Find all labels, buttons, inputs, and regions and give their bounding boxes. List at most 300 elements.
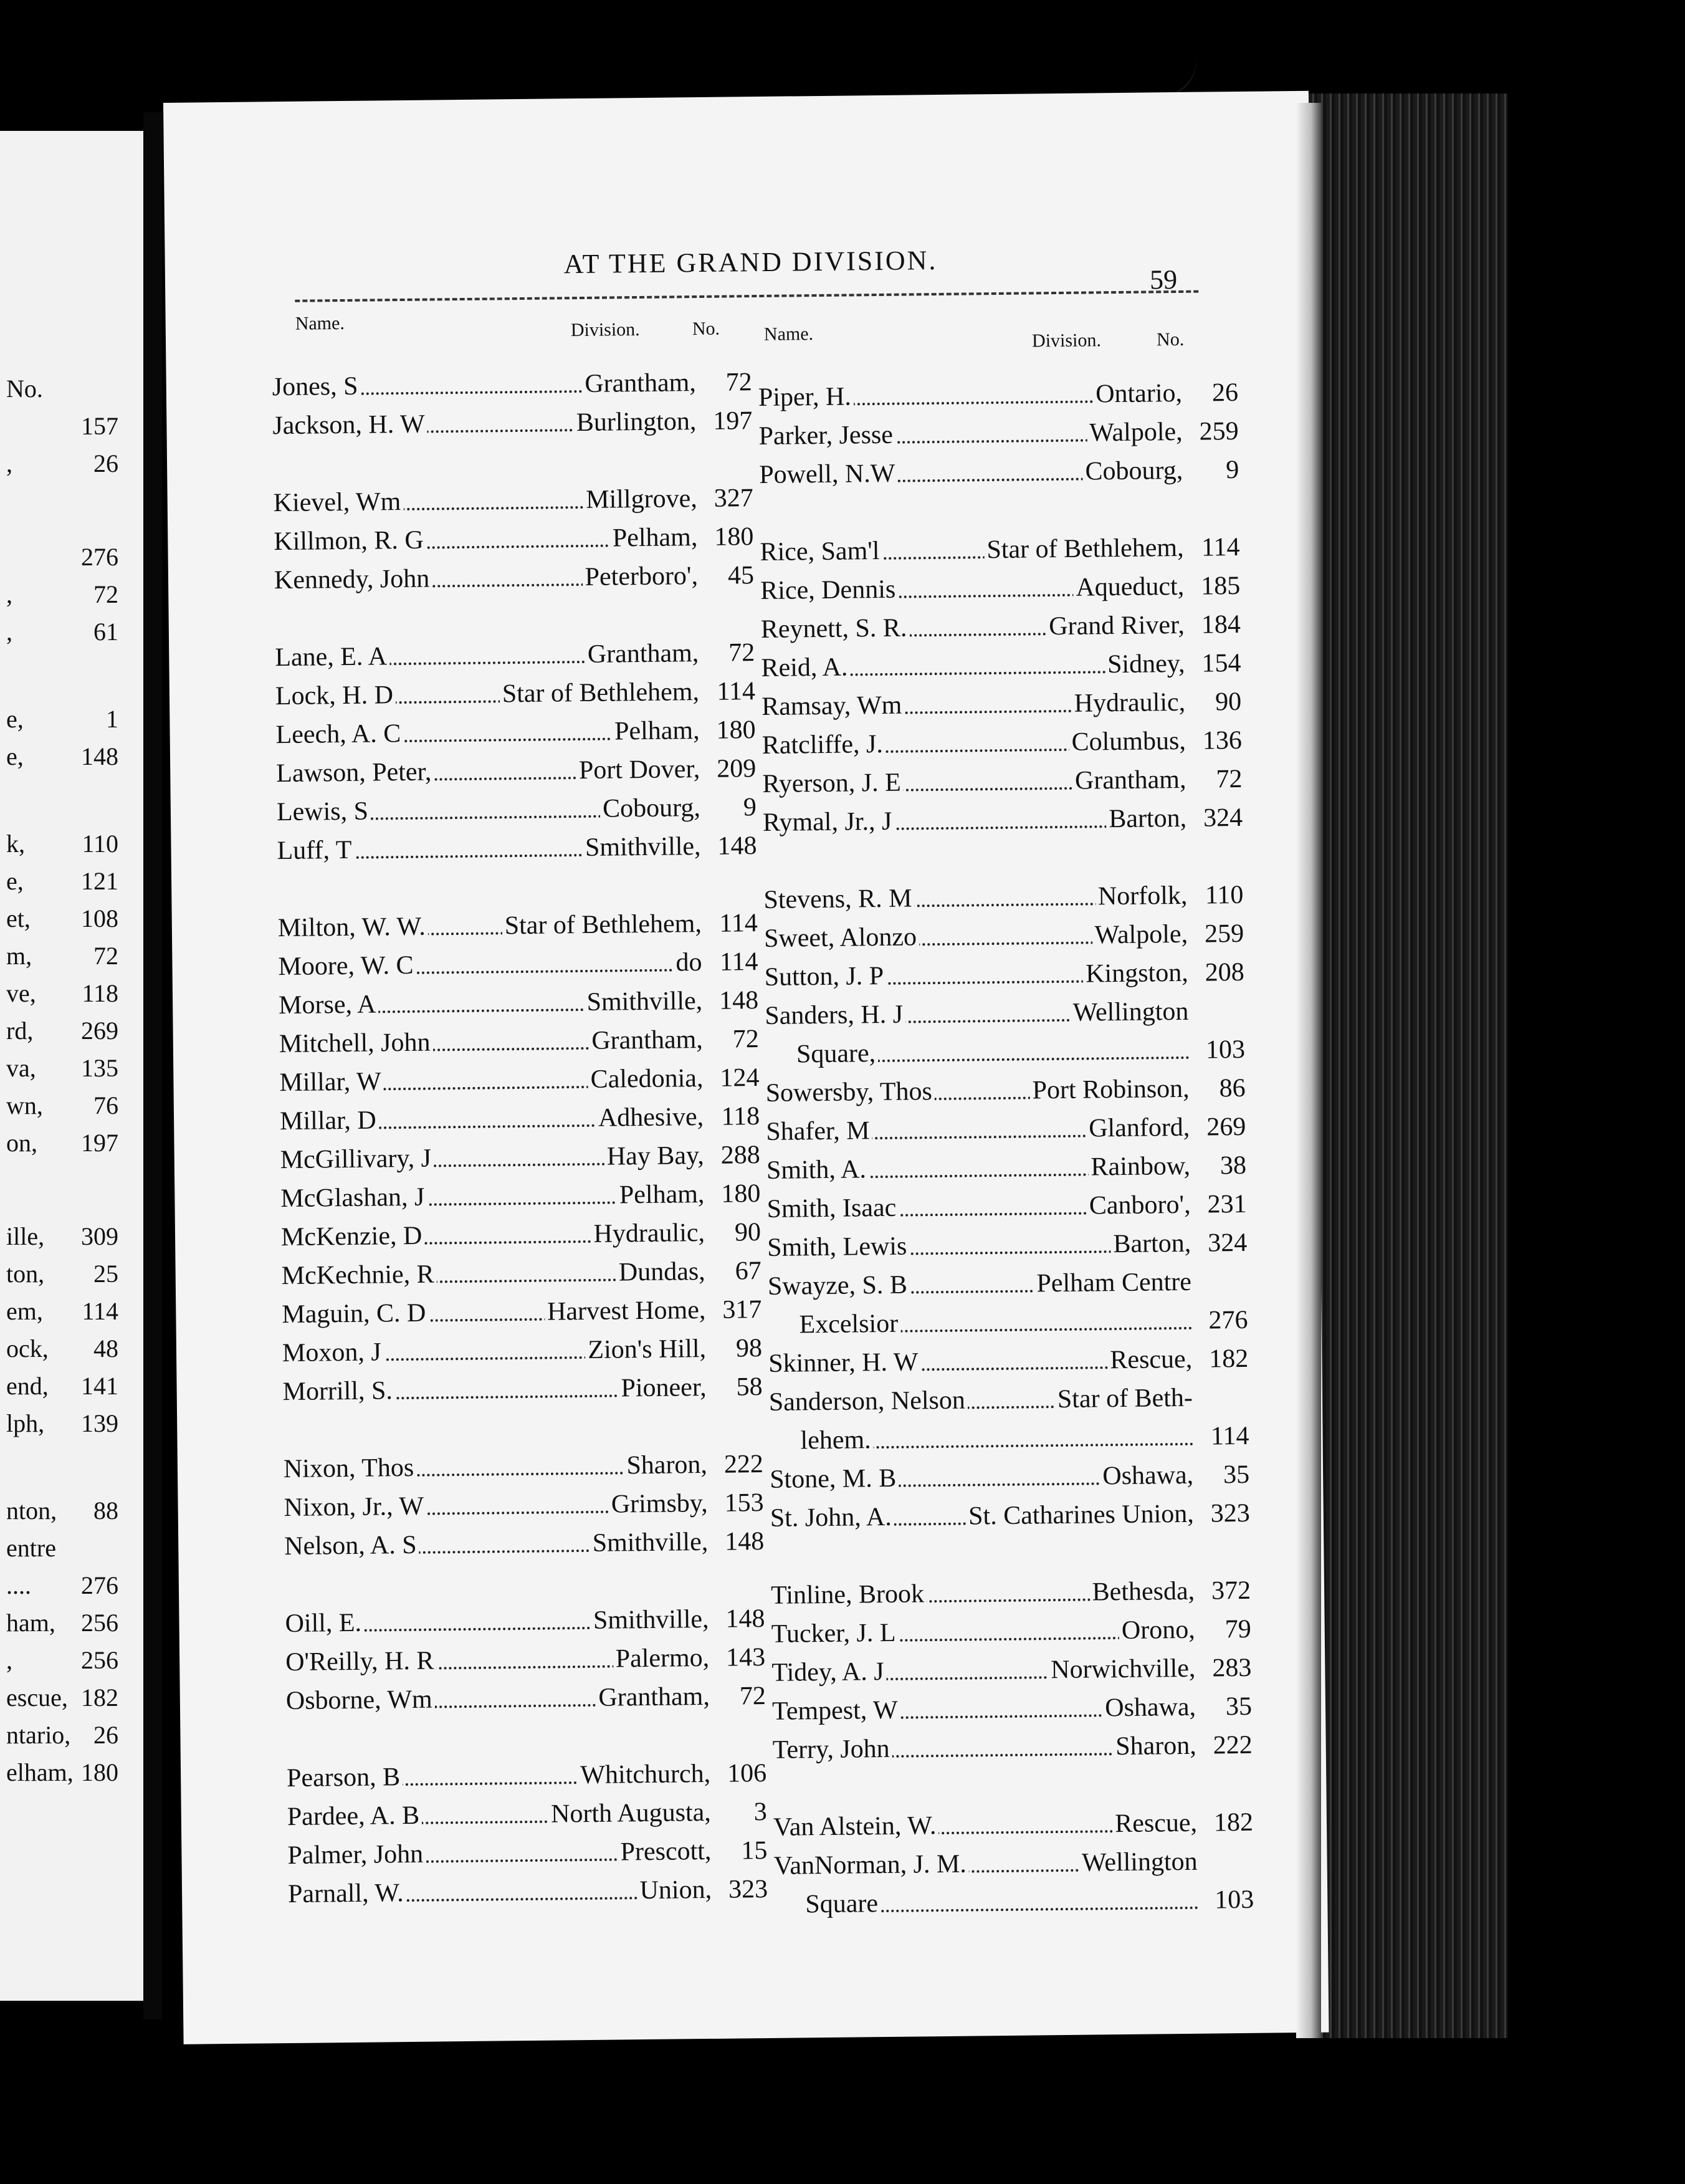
entry-name: Parnall, W. (288, 1875, 406, 1912)
entry-number: 118 (721, 1102, 760, 1131)
entry-division: Cobourg, (1082, 453, 1183, 489)
entry-division: Orono, (1119, 1612, 1195, 1648)
list-item (278, 984, 759, 1023)
entry-division: Star of Bethlehem, (984, 530, 1184, 567)
left-page-line (6, 1053, 118, 1083)
entry-division: Grantham, (1072, 762, 1186, 798)
entry-division: Bethesda, (1089, 1574, 1195, 1610)
list-item (284, 1525, 765, 1564)
entry-number: 283 (1212, 1653, 1252, 1683)
entry-name: Rymal, Jr., J (763, 804, 895, 840)
left-page-number: 157 (81, 412, 118, 440)
left-page-text: wn, (6, 1091, 43, 1119)
list-item (280, 1215, 761, 1255)
entry-name: McKechnie, R (281, 1257, 437, 1294)
entry-number: 38 (1220, 1151, 1247, 1181)
entry-division: Oshawa, (1102, 1690, 1196, 1726)
list-item (277, 829, 757, 868)
entry-division: Grantham, (582, 365, 696, 401)
entry-division: Grantham, (585, 636, 699, 672)
entry-number (1199, 1380, 1249, 1381)
left-page-text: escue, (6, 1684, 68, 1712)
entry-number: 114 (1210, 1421, 1249, 1451)
left-page-text: end, (6, 1372, 49, 1400)
list-item (285, 1640, 766, 1680)
entry-division: Peterboro', (582, 558, 698, 595)
entry-division: Star of Bethlehem, (502, 906, 702, 943)
list-item (761, 685, 1242, 724)
left-page-number: 88 (93, 1497, 118, 1525)
list-item (762, 801, 1243, 840)
entry-division: Prescott, (618, 1834, 711, 1870)
list-item (276, 752, 757, 791)
entry-name: Jones, S (272, 369, 360, 405)
entry-division: Smithville, (583, 829, 701, 865)
entry-name: Sanders, H. J (765, 997, 905, 1033)
entry-name: Lawson, Peter, (276, 755, 434, 792)
left-page-number: 148 (81, 742, 118, 770)
header-rule (295, 290, 1198, 302)
list-item (760, 569, 1241, 608)
entry-number: 324 (1208, 1228, 1248, 1258)
entry-number: 209 (716, 754, 757, 783)
list-item (760, 530, 1240, 570)
entry-division: Rainbow, (1088, 1149, 1190, 1185)
entry-division: North Augusta, (548, 1795, 711, 1832)
left-page-line (6, 580, 118, 609)
entry-name: Pearson, B (287, 1760, 403, 1796)
entry-number: 114 (1201, 532, 1240, 562)
left-no-header: No. (692, 318, 720, 340)
left-page-text: ham, (6, 1609, 55, 1637)
left-page-number: 72 (93, 580, 118, 608)
entry-name: Nixon, Jr., W (284, 1489, 426, 1525)
left-page-number: 309 (81, 1222, 118, 1250)
entry-number: 222 (1213, 1730, 1253, 1760)
entry-name: Milton, W. W. (278, 909, 428, 946)
entry-name: Mitchell, John (279, 1025, 433, 1062)
list-item (272, 404, 753, 443)
entry-name: lehem. (800, 1422, 874, 1458)
left-page-line (6, 1016, 118, 1045)
entry-name: McKenzie, D (281, 1219, 425, 1255)
entry-name: Pardee, A. B (287, 1798, 422, 1834)
left-page-line (6, 1608, 118, 1637)
left-page-number: 135 (81, 1054, 118, 1082)
left-page-text: ton, (6, 1260, 45, 1288)
entry-division: Grantham, (589, 1022, 703, 1058)
entry-division: Pelham, (612, 713, 700, 749)
entry-number: 103 (1215, 1885, 1254, 1915)
left-page-number: 48 (93, 1334, 118, 1363)
entry-division: Columbus, (1069, 724, 1186, 760)
left-page-number: 110 (82, 830, 118, 858)
entry-name: Sutton, J. P (764, 959, 886, 995)
left-page-text: elham, (6, 1758, 74, 1786)
list-item (281, 1254, 761, 1293)
entry-name: Smith, Isaac (766, 1190, 899, 1227)
entry-name: McGlashan, J (280, 1180, 427, 1216)
left-page-text: ntario, (6, 1721, 71, 1749)
left-page-number: 180 (81, 1758, 118, 1786)
entry-division: do (673, 945, 702, 980)
left-page-number: 269 (81, 1017, 118, 1045)
list-item (282, 1293, 762, 1332)
book-gutter (143, 112, 162, 2019)
entry-division: Caledonia, (588, 1061, 703, 1097)
left-page-text: ock, (6, 1334, 49, 1363)
left-page-text: e, (6, 867, 24, 895)
list-item (767, 1226, 1248, 1265)
left-page-line (6, 1222, 118, 1251)
left-page-line (6, 1571, 118, 1600)
left-page-line (6, 1334, 118, 1363)
list-item (274, 520, 754, 559)
left-page-line (6, 1496, 118, 1525)
list-item (774, 1883, 1254, 1922)
entry-number: 182 (1213, 1808, 1254, 1837)
list-item (272, 365, 752, 405)
left-page-line (6, 1409, 118, 1438)
entry-number: 90 (734, 1218, 761, 1247)
entry-name: Lock, H. D (275, 678, 396, 714)
entry-division: Barton, (1110, 1226, 1191, 1262)
list-item (772, 1728, 1253, 1768)
entry-name: Reynett, S. R. (761, 611, 910, 647)
entry-name: Kievel, Wm (273, 484, 403, 520)
entry-number: 327 (714, 484, 753, 513)
entry-number: 90 (1215, 687, 1242, 717)
list-item (765, 994, 1189, 1033)
left-page-text: e, (6, 742, 24, 770)
list-item (283, 1447, 764, 1487)
right-no-header: No. (1156, 328, 1185, 350)
entry-division: Wellington (1079, 1844, 1198, 1880)
list-item (275, 674, 756, 714)
entry-division: Sharon, (624, 1447, 707, 1483)
entry-division: Hay Bay, (604, 1138, 704, 1174)
entry-name: Sowersby, Thos (765, 1074, 935, 1111)
list-item (766, 1110, 1246, 1149)
running-head: AT THE GRAND DIVISION. (563, 245, 938, 280)
left-page-line (6, 941, 118, 970)
entry-number: 317 (722, 1295, 762, 1324)
left-page-number: 25 (93, 1260, 118, 1288)
entry-division: Barton, (1106, 801, 1186, 836)
entry-number: 98 (735, 1334, 763, 1363)
entry-number: 276 (1208, 1305, 1248, 1335)
entry-number: 67 (735, 1257, 761, 1286)
left-page-text: rd, (6, 1017, 34, 1045)
entry-division: Ontario, (1093, 376, 1182, 411)
list-item (287, 1834, 768, 1873)
left-page-line (6, 866, 118, 896)
entry-division: Smithville, (590, 1525, 708, 1561)
list-item (771, 1612, 1251, 1652)
entry-number: 197 (713, 406, 753, 436)
left-page-number: 108 (81, 904, 118, 932)
list-item (277, 906, 758, 946)
entry-number: 103 (1205, 1035, 1246, 1065)
entry-name: Luff, T (277, 833, 354, 868)
left-page-number: 256 (81, 1646, 118, 1674)
entry-division: Cobourg, (600, 790, 700, 826)
list-item (761, 724, 1243, 763)
list-item (280, 1177, 761, 1216)
entry-name: Piper, H. (758, 379, 854, 415)
entry-number: 86 (1219, 1073, 1246, 1103)
entry-number: 180 (714, 522, 754, 552)
entry-number: 114 (717, 677, 756, 706)
entry-number: 148 (718, 986, 759, 1015)
list-item (770, 1574, 1251, 1613)
entry-name: Rice, Dennis (760, 572, 899, 608)
entry-division: Pelham, (617, 1177, 705, 1212)
entry-name: Nixon, Thos (284, 1450, 417, 1487)
list-item (758, 414, 1239, 454)
left-page-text: , (6, 449, 12, 477)
left-page-number: 61 (93, 618, 118, 646)
left-page-line (6, 1371, 118, 1401)
entry-name: Jackson, H. W (272, 407, 427, 444)
list-item (769, 1458, 1250, 1497)
entry-division: Glanford, (1086, 1110, 1190, 1146)
entry-number: 231 (1207, 1189, 1247, 1219)
left-page-number: 118 (82, 979, 118, 1007)
entry-division: Star of Beth- (1055, 1381, 1193, 1417)
entry-number: 26 (1211, 378, 1239, 408)
left-page-line (6, 1720, 118, 1750)
left-page-line (6, 1091, 118, 1120)
entry-number: 259 (1199, 416, 1239, 446)
entry-name: St. John, A. (770, 1500, 894, 1536)
entry-number: 15 (741, 1836, 768, 1866)
entry-division: Rescue, (1107, 1342, 1192, 1377)
entry-division: Pelham, (610, 520, 698, 555)
entry-name: Millar, D (280, 1103, 379, 1139)
entry-name: Parker, Jesse (758, 418, 895, 454)
list-item (279, 1061, 760, 1100)
list-item (276, 790, 757, 830)
entry-name: Nelson, A. S (284, 1528, 419, 1564)
left-page-line (6, 704, 118, 734)
left-page-number: 197 (81, 1129, 118, 1157)
entry-number: 35 (1225, 1692, 1253, 1722)
entry-number (1198, 1264, 1248, 1265)
entry-name: Leech, A. C (275, 716, 403, 752)
entry-division: Harvest Home, (545, 1293, 706, 1329)
entry-number: 9 (743, 793, 757, 822)
entry-number: 106 (727, 1759, 767, 1788)
entry-name: Tempest, W (772, 1693, 900, 1729)
left-page-number: 26 (93, 449, 118, 477)
entry-name: Excelsior (799, 1306, 900, 1343)
left-page-line (6, 979, 118, 1008)
entry-name: Osborne, Wm (286, 1682, 435, 1718)
left-page-text: et, (6, 904, 31, 932)
list-item (762, 762, 1243, 802)
entry-name: Sweet, Alonzo (764, 919, 920, 956)
entry-division: Adhesive, (596, 1099, 704, 1136)
list-item (275, 713, 756, 752)
left-page-text: No. (6, 375, 43, 403)
list-item (765, 1033, 1246, 1072)
entry-division: Millgrove, (583, 481, 697, 517)
list-item (768, 1303, 1248, 1343)
list-item (770, 1497, 1251, 1536)
entry-division: Star of Bethlehem, (500, 674, 700, 711)
entry-number: 148 (725, 1604, 765, 1634)
list-item (763, 917, 1244, 956)
entry-number: 136 (1202, 726, 1243, 755)
entry-division: Dundas, (616, 1254, 705, 1290)
entry-division: Norwichville, (1048, 1651, 1196, 1687)
list-item (274, 558, 755, 598)
entry-number: 184 (1201, 610, 1241, 639)
entry-number: 180 (721, 1179, 761, 1209)
left-page-text: lph, (6, 1409, 45, 1437)
entry-number: 72 (739, 1682, 766, 1711)
list-item (285, 1679, 766, 1718)
left-page-line (6, 1758, 118, 1787)
list-item (279, 1099, 760, 1139)
entry-number: 288 (720, 1141, 760, 1170)
entry-division: Whitchurch, (578, 1756, 710, 1793)
entry-number: 45 (727, 561, 755, 590)
entry-number: 79 (1224, 1614, 1251, 1644)
entry-name: Ryerson, J. E (762, 765, 904, 802)
entry-division: Sidney, (1105, 646, 1185, 682)
entry-number: 3 (753, 1798, 768, 1827)
left-page-text: nton, (6, 1497, 57, 1525)
entry-division: Rescue, (1112, 1806, 1197, 1841)
entry-number: 323 (728, 1875, 768, 1904)
entry-name: Reid, A. (761, 650, 850, 686)
entry-name: Ratcliffe, J. (762, 727, 886, 763)
list-item (764, 956, 1244, 995)
left-page-number: 141 (81, 1372, 118, 1400)
left-page-text: m, (6, 942, 32, 970)
entry-name: Tinline, Brook (771, 1576, 927, 1613)
list-item (284, 1486, 764, 1525)
entry-number: 259 (1204, 919, 1244, 949)
entry-name: Smith, A. (766, 1152, 869, 1188)
left-page-text: em, (6, 1297, 43, 1325)
left-page-text: , (6, 580, 12, 608)
entry-number: 323 (1210, 1498, 1251, 1528)
entry-name: Shafer, M (766, 1113, 872, 1149)
left-page-number: 276 (81, 1571, 118, 1599)
entry-division: Smithville, (591, 1602, 709, 1638)
left-page-line (6, 1645, 118, 1675)
left-page-text: , (6, 1646, 12, 1674)
entry-number: 154 (1201, 648, 1241, 678)
list-item (773, 1844, 1198, 1884)
left-page-line (6, 829, 118, 858)
entry-number: 185 (1200, 571, 1241, 601)
left-page-number: 256 (81, 1609, 118, 1637)
list-item (768, 1342, 1249, 1381)
left-page-text: va, (6, 1054, 36, 1082)
entry-division: Hydraulic, (591, 1215, 705, 1252)
entry-name: Rice, Sam'l (760, 534, 882, 570)
entry-name: Powell, N.W (759, 456, 898, 492)
entry-number: 182 (1208, 1344, 1249, 1374)
left-page-line (6, 617, 118, 646)
left-page-fragment (0, 131, 146, 2001)
entry-name: Morrill, S. (282, 1373, 395, 1409)
entry-name: Moore, W. C (278, 948, 416, 984)
left-name-header: Name. (295, 312, 345, 334)
entry-name: McGillivary, J (280, 1141, 434, 1178)
entry-number: 58 (736, 1372, 763, 1402)
entry-division: Grantham, (596, 1679, 710, 1715)
left-page-text: ille, (6, 1222, 45, 1250)
entry-division: Kingston, (1083, 956, 1188, 992)
entry-number: 114 (719, 909, 758, 938)
entry-name: Square, (796, 1036, 879, 1071)
left-page-number: 139 (81, 1409, 118, 1437)
list-item (768, 1265, 1192, 1304)
entry-name: Stone, M. B (770, 1461, 899, 1497)
left-page-text: e, (6, 705, 24, 733)
list-item (278, 945, 758, 984)
entry-number: 148 (724, 1527, 765, 1556)
left-page-line (6, 1533, 118, 1563)
entry-number: 114 (719, 947, 758, 977)
list-item (280, 1138, 760, 1177)
entry-number: 269 (1206, 1112, 1246, 1142)
list-item (279, 1022, 760, 1061)
entry-number: 324 (1203, 803, 1243, 833)
entry-name: Oill, E. (285, 1606, 364, 1641)
entry-name: Morse, A (279, 987, 379, 1023)
entry-name: Lane, E. A (275, 639, 389, 675)
entry-name: Lewis, S (277, 794, 371, 830)
entry-division: Pelham Centre (1034, 1265, 1191, 1301)
entry-number: 153 (724, 1488, 764, 1518)
entry-number: 35 (1223, 1460, 1250, 1490)
entry-number: 143 (725, 1643, 766, 1672)
entry-name: Skinner, H. W (768, 1344, 921, 1381)
entry-division: Walpole, (1092, 917, 1188, 953)
entry-division: Grand River, (1046, 608, 1185, 644)
right-name-header: Name. (763, 323, 814, 345)
left-page-number: 121 (81, 867, 118, 895)
entry-number: 124 (720, 1063, 760, 1093)
book-page-edges (1309, 93, 1508, 2038)
entry-number: 72 (1216, 764, 1243, 794)
list-item (758, 376, 1239, 415)
entry-name: Swayze, S. B (768, 1268, 910, 1304)
entry-division: Burlington, (574, 404, 697, 440)
entry-name: Maguin, C. D (282, 1296, 429, 1332)
left-division-header: Division. (570, 319, 640, 341)
entry-number: 180 (716, 716, 756, 745)
list-item (771, 1651, 1252, 1690)
entry-division: Sharon, (1113, 1728, 1196, 1764)
left-page-text: , (6, 618, 12, 646)
entry-division: Oshawa, (1100, 1458, 1193, 1494)
entry-name: Terry, John (772, 1731, 892, 1768)
list-item (273, 481, 753, 520)
right-division-header: Division. (1031, 330, 1102, 352)
list-item (287, 1872, 768, 1912)
list-item (761, 646, 1241, 686)
list-item (287, 1795, 768, 1834)
page-number: 59 (1149, 264, 1178, 295)
left-page-line (6, 742, 118, 771)
